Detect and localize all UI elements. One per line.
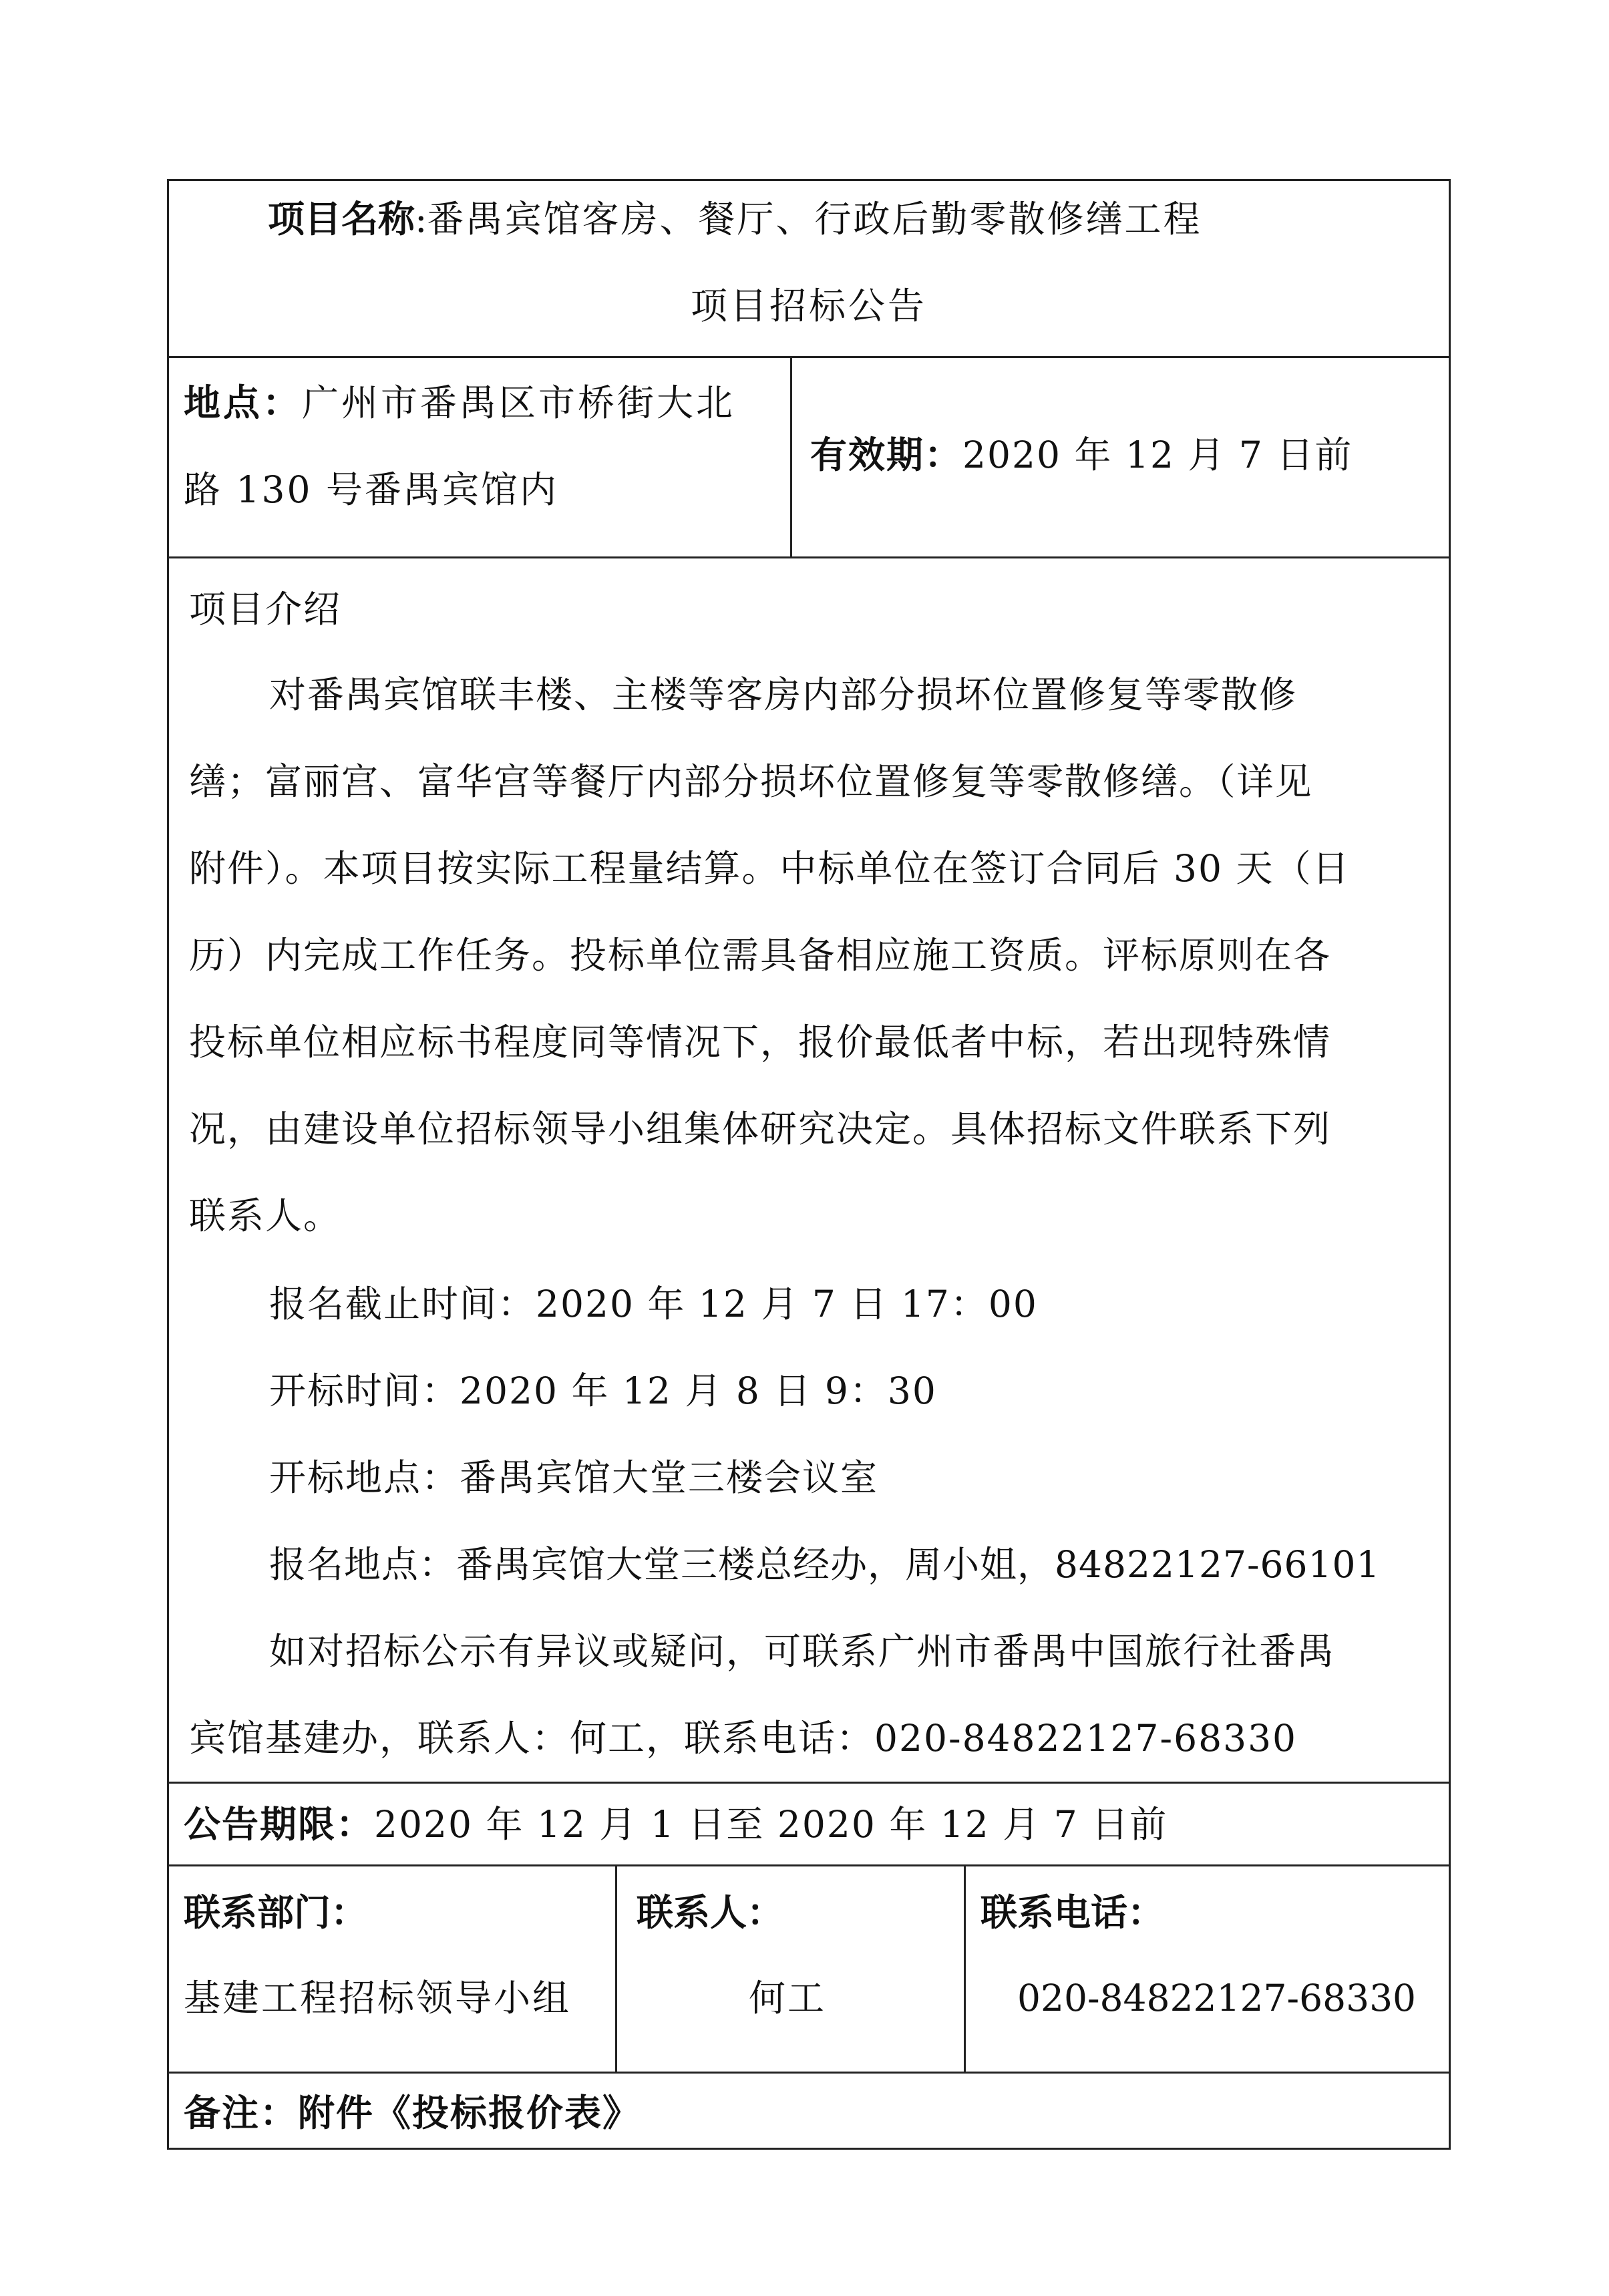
bid-opening-time: 开标时间：2020 年 12 月 8 日 9：30 — [269, 1369, 937, 1412]
intro-line: 历）内完成工作任务。投标单位需具备相应施工资质。评标原则在各 — [189, 934, 1332, 977]
contact-person-label: 联系人： — [637, 1891, 784, 1934]
bid-opening-location: 开标地点：番禺宾馆大堂三楼会议室 — [269, 1456, 879, 1499]
notice-period-row — [169, 1782, 1449, 1864]
contact-person-value: 何工 — [749, 1977, 827, 2019]
announcement-table — [167, 179, 1451, 2150]
objection-line: 如对招标公示有异议或疑问，可联系广州市番禺中国旅行社番禺 — [269, 1630, 1336, 1673]
location-validity-row — [169, 356, 1449, 556]
validity-label: 有效期： — [810, 434, 963, 476]
title-cell — [169, 181, 1449, 356]
location-text-1: 广州市番禺区市桥街大北 — [302, 381, 736, 424]
remark-label: 备注： — [184, 2092, 299, 2134]
registration-deadline: 报名截止时间：2020 年 12 月 7 日 17：00 — [269, 1283, 1038, 1325]
intro-line: 况，由建设单位招标领导小组集体研究决定。具体招标文件联系下列 — [189, 1108, 1332, 1150]
title-colon: : — [415, 198, 427, 240]
intro-cell — [169, 556, 1449, 1782]
intro-line: 缮；富丽宫、富华宫等餐厅内部分损坏位置修复等零散修缮。（详见 — [189, 760, 1313, 803]
intro-line: 联系人。 — [189, 1194, 342, 1237]
remark-cell — [184, 2092, 641, 2134]
contact-row — [169, 1864, 1449, 2072]
notice-period-label: 公告期限： — [184, 1803, 375, 1846]
title-line-2: 项目招标公告 — [690, 285, 927, 327]
intro-heading: 项目介绍 — [189, 588, 342, 631]
registration-location: 报名地点：番禺宾馆大堂三楼总经办，周小姐，84822127-66101 — [269, 1543, 1381, 1586]
remark-value: 附件《投标报价表》 — [298, 2092, 641, 2134]
validity-value: 2020 年 12 月 7 日前 — [962, 434, 1353, 476]
contact-divider-2 — [964, 1866, 966, 2074]
title-label: 项目名称 — [268, 198, 415, 240]
location-line-2: 路 130 号番禺宾馆内 — [184, 468, 558, 511]
title-line-1 — [268, 198, 1202, 240]
notice-period-cell — [184, 1803, 1168, 1846]
contact-dept-value: 基建工程招标领导小组 — [184, 1977, 572, 2019]
contact-dept-label: 联系部门： — [184, 1891, 368, 1934]
location-line-1 — [184, 381, 736, 424]
contact-phone-value: 020-84822127-68330 — [1017, 1977, 1417, 2019]
objection-line: 宾馆基建办，联系人：何工，联系电话：020-84822127-68330 — [189, 1717, 1298, 1760]
validity-cell — [810, 434, 1353, 476]
location-label: 地点： — [184, 381, 303, 424]
intro-line: 投标单位相应标书程度同等情况下，报价最低者中标，若出现特殊情 — [189, 1021, 1332, 1063]
contact-divider-1 — [615, 1866, 617, 2074]
title-text: 番禺宾馆客房、餐厅、行政后勤零散修缮工程 — [427, 198, 1202, 240]
intro-line: 对番禺宾馆联丰楼、主楼等客房内部分损坏位置修复等零散修 — [269, 673, 1298, 716]
intro-line: 附件）。本项目按实际工程量结算。中标单位在签订合同后 30 天（日 — [189, 847, 1351, 890]
location-divider — [790, 358, 792, 558]
contact-phone-label: 联系电话： — [980, 1891, 1165, 1934]
remark-row — [169, 2072, 1449, 2152]
notice-period-value: 2020 年 12 月 1 日至 2020 年 12 月 7 日前 — [374, 1803, 1168, 1846]
